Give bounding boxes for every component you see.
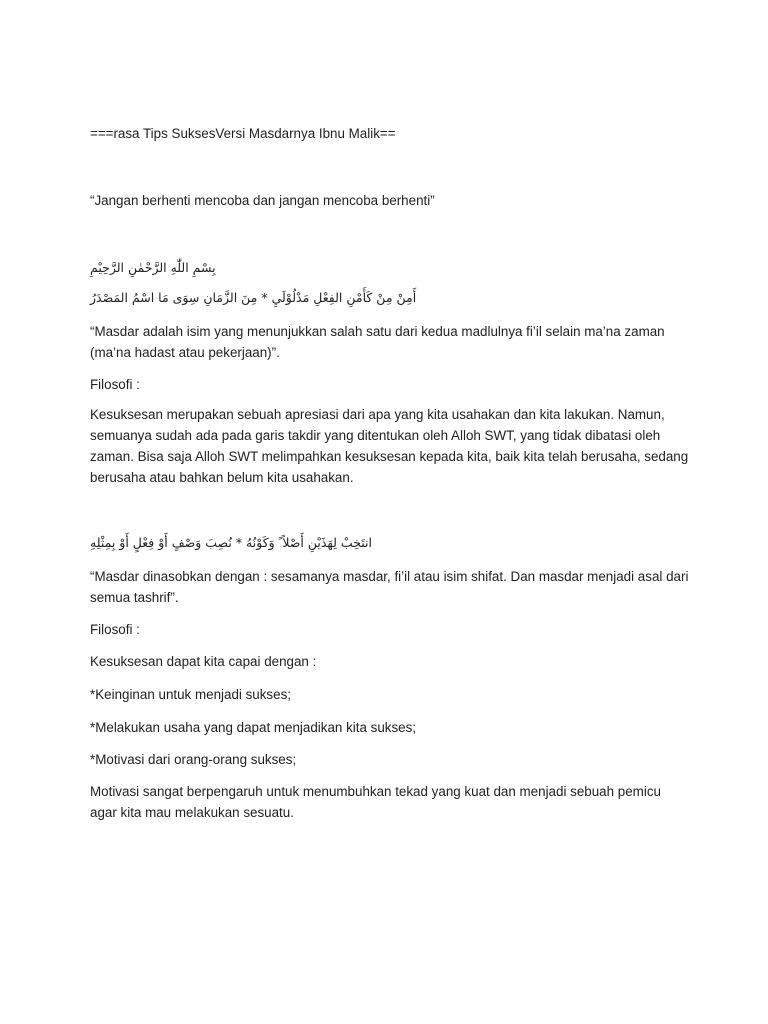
arabic-verse-2: انتَخِبْ لِهَذَيْنِ أَصْلاً ً وَكَوْنُهُ * نُصِبَ وَصْفٍ أَوْ فِعْلٍ أَوْ بِمِثْلِهِ bbox=[90, 535, 373, 550]
filosofi-label-1: Filosofi : bbox=[90, 377, 140, 392]
list-item: *Keinginan untuk menjadi sukses; bbox=[90, 687, 291, 702]
filosofi-intro-2: Kesuksesan dapat kita capai dengan : bbox=[90, 654, 317, 669]
filosofi-paragraph-1: Kesuksesan merupakan sebuah apresiasi dari apa yang kita usahakan dan kita lakukan. Namun, semuanya sudah ada pada garis takdir yang ditentukan oleh Alloh SWT, yang tidak dibatasi oleh zaman. Bisa saja Alloh SWT melimpahkan kesuksesan kepada kita, baik kita telah berusaha, sedang berusaha atau bahkan belum kita usahakan. bbox=[90, 407, 689, 485]
explanation-paragraph-2: “Masdar dinasobkan dengan : sesamanya masdar, fi’il atau isim shifat. Dan masdar menjadi asal dari semua tashrif”. bbox=[90, 569, 689, 605]
list-item: *Melakukan usaha yang dapat menjadikan kita sukses; bbox=[90, 720, 417, 735]
closing-paragraph: Motivasi sangat berpengaruh untuk menumbuhkan tekad yang kuat dan menjadi sebuah pemicu agar kita mau melakukan sesuatu. bbox=[90, 784, 661, 820]
document-title: ===rasa Tips SuksesVersi Masdarnya Ibnu Malik== bbox=[90, 126, 396, 141]
motto-quote: “Jangan berhenti mencoba dan jangan mencoba berhenti” bbox=[90, 193, 435, 208]
filosofi-label-2: Filosofi : bbox=[90, 622, 140, 637]
basmalah: بِسْمِ اللّٰهِ الرَّحْمٰنِ الرَّحِيْمِ bbox=[90, 260, 216, 275]
list-item: *Motivasi dari orang-orang sukses; bbox=[90, 752, 297, 767]
arabic-verse-1: أَمِنْ مِنْ كَأَمْنِ الفِعْلِ مَدْلُوْلَيِ * مِنَ الزَّمَانِ سِوَى مَا اسْمُ المَصْدَرُ bbox=[90, 290, 417, 305]
explanation-paragraph-1: “Masdar adalah isim yang menunjukkan salah satu dari kedua madlulnya fi’il selain ma’na zaman (ma’na hadast atau pekerjaan)”. bbox=[90, 324, 665, 360]
